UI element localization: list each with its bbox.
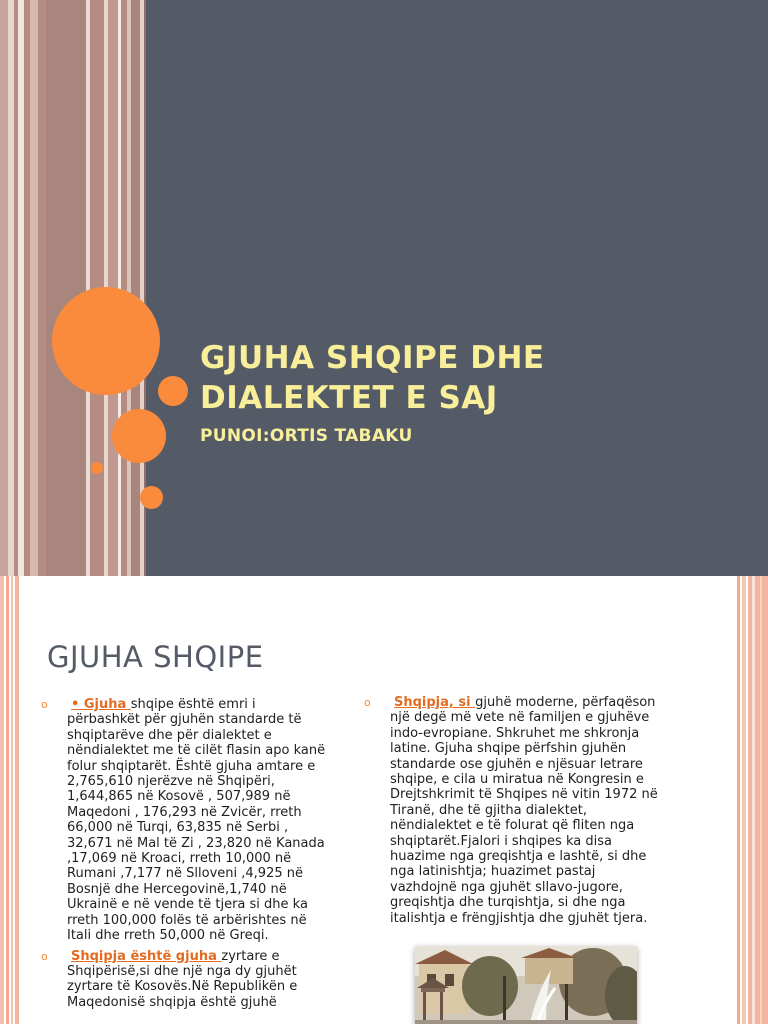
paragraph-line: nga latinishtja; huazimet pastaj — [390, 864, 596, 880]
photo-image — [415, 946, 637, 1024]
stripe-decoration — [30, 0, 38, 576]
highlighted-term: Shqipja, si — [394, 695, 476, 710]
paragraph-line: Ukrainë e në vende të tjera si dhe ka — [67, 897, 308, 913]
paragraph-line: Bosnjë dhe Hercegovinë,1,740 në — [67, 881, 287, 897]
paragraph-line: një degë më vete në familjen e gjuhëve — [390, 710, 650, 726]
highlighted-term: • Gjuha — [71, 697, 131, 712]
decorative-circle-medium — [112, 409, 166, 463]
paragraph-line: italishtja e frëngjishtja dhe gjuhët tjera. — [390, 910, 648, 926]
right-column — [364, 695, 665, 926]
stripe-decoration — [737, 576, 740, 1024]
stripe-decoration — [0, 576, 4, 1024]
stripe-decoration — [11, 576, 13, 1024]
decorative-circle-small — [140, 486, 163, 509]
paragraph-line: nëndialektet e të folurat që fliten nga — [390, 818, 635, 834]
paragraph-line: gjuhë moderne, përfaqëson — [475, 695, 656, 710]
paragraph-line: shqiptarëve dhe për dialektet e — [67, 727, 272, 743]
slide-subtitle: PUNOI:ORTIS TABAKU — [200, 426, 413, 446]
decorative-circle-tiny — [91, 462, 103, 474]
paragraph-line: përbashkët për gjuhën standarde të — [67, 712, 302, 728]
paragraph-line: vazhdojnë nga gjuhët sllavo-jugore, — [390, 879, 623, 895]
stripe-decoration — [748, 576, 768, 1024]
stripe-decoration — [131, 0, 140, 576]
paragraph-line: huazime nga greqishtja e lashtë, si dhe — [390, 849, 647, 865]
left-column — [41, 697, 342, 1010]
photo-illustration — [415, 946, 637, 1024]
paragraph-line: Tiranë, dhe të gjitha dialektet, — [390, 802, 588, 818]
bullet-paragraph — [41, 697, 342, 944]
paragraph-line: greqishtja dhe turqishtja, si dhe nga — [390, 895, 626, 911]
paragraph-line: 2,765,610 njerëzve në Shqipëri, — [67, 774, 275, 790]
paragraph-line: shqiptarët.Fjalori i shqipes ka disa — [390, 833, 612, 849]
bullet-marker: o — [41, 698, 48, 711]
paragraph-line: Rumani ,7,177 në Slloveni ,4,925 në — [67, 866, 303, 882]
paragraph-line: ,17,069 në Kroaci, rreth 10,000 në — [67, 851, 292, 867]
paragraph-line: standarde ose gjuhën e njësuar letrare — [390, 756, 643, 772]
paragraph-line: shqipe, e cila u miratua në Kongresin e — [390, 772, 644, 788]
bullet-paragraph — [364, 695, 665, 926]
paragraph-line: zyrtare të Kosovës.Në Republikën e — [67, 979, 298, 995]
stripe-decoration — [46, 0, 86, 576]
paragraph-line: Maqedonisë shqipja është gjuhë — [67, 994, 277, 1010]
paragraph-line: zyrtare e — [221, 948, 280, 964]
paragraph-line: shqipe është emri i — [130, 697, 256, 712]
content-title: GJUHA SHQIPE — [47, 640, 264, 674]
highlighted-term: Shqipja është gjuha — [71, 948, 222, 964]
stripe-decoration — [760, 576, 762, 1024]
paragraph-line: Drejtshkrimit të Shqipes në vitin 1972 në — [390, 787, 658, 803]
paragraph-line: indo-evropiane. Shkruhet me shkronja — [390, 725, 640, 741]
stripe-decoration — [38, 0, 46, 576]
decorative-circle-small — [158, 376, 188, 406]
slide-title-line: DIALEKTET E SAJ — [200, 380, 498, 416]
paragraph-line: 1,644,865 në Kosovë , 507,989 në — [67, 789, 291, 805]
bullet-marker: o — [364, 696, 371, 709]
paragraph-line: folur shqiptarët. Është gjuha amtare e — [67, 758, 316, 774]
stripe-decoration — [742, 576, 746, 1024]
slide-title-line: GJUHA SHQIPE DHE — [200, 340, 545, 376]
stripe-decoration — [0, 0, 8, 576]
paragraph-line: Shqipërisë,si dhe një nga dy gjuhët — [67, 963, 297, 979]
slide-title — [200, 338, 720, 418]
paragraph-line: latine. Gjuha shqipe përfshin gjuhën — [390, 741, 627, 757]
stripe-decoration — [752, 576, 755, 1024]
content-slide — [0, 576, 768, 1024]
bullet-marker: o — [41, 949, 48, 963]
stripe-decoration — [15, 576, 19, 1024]
paragraph-line: 66,000 në Turqi, 63,835 në Serbi , — [67, 820, 289, 836]
paragraph-line: Maqedoni , 176,293 në Zvicër, rreth — [67, 804, 302, 820]
bullet-paragraph — [41, 948, 342, 1011]
stripe-decoration — [6, 576, 9, 1024]
paragraph-line: nëndialektet me të cilët flasin apo kanë — [67, 743, 326, 759]
paragraph-line: rreth 100,000 folës të arbërishtes në — [67, 912, 307, 928]
decorative-circle-large — [52, 287, 160, 395]
paragraph-line: 32,671 në Mal të Zi , 23,820 në Kanada — [67, 835, 325, 851]
paragraph-line: Itali dhe rreth 50,000 në Greqi. — [67, 928, 269, 944]
